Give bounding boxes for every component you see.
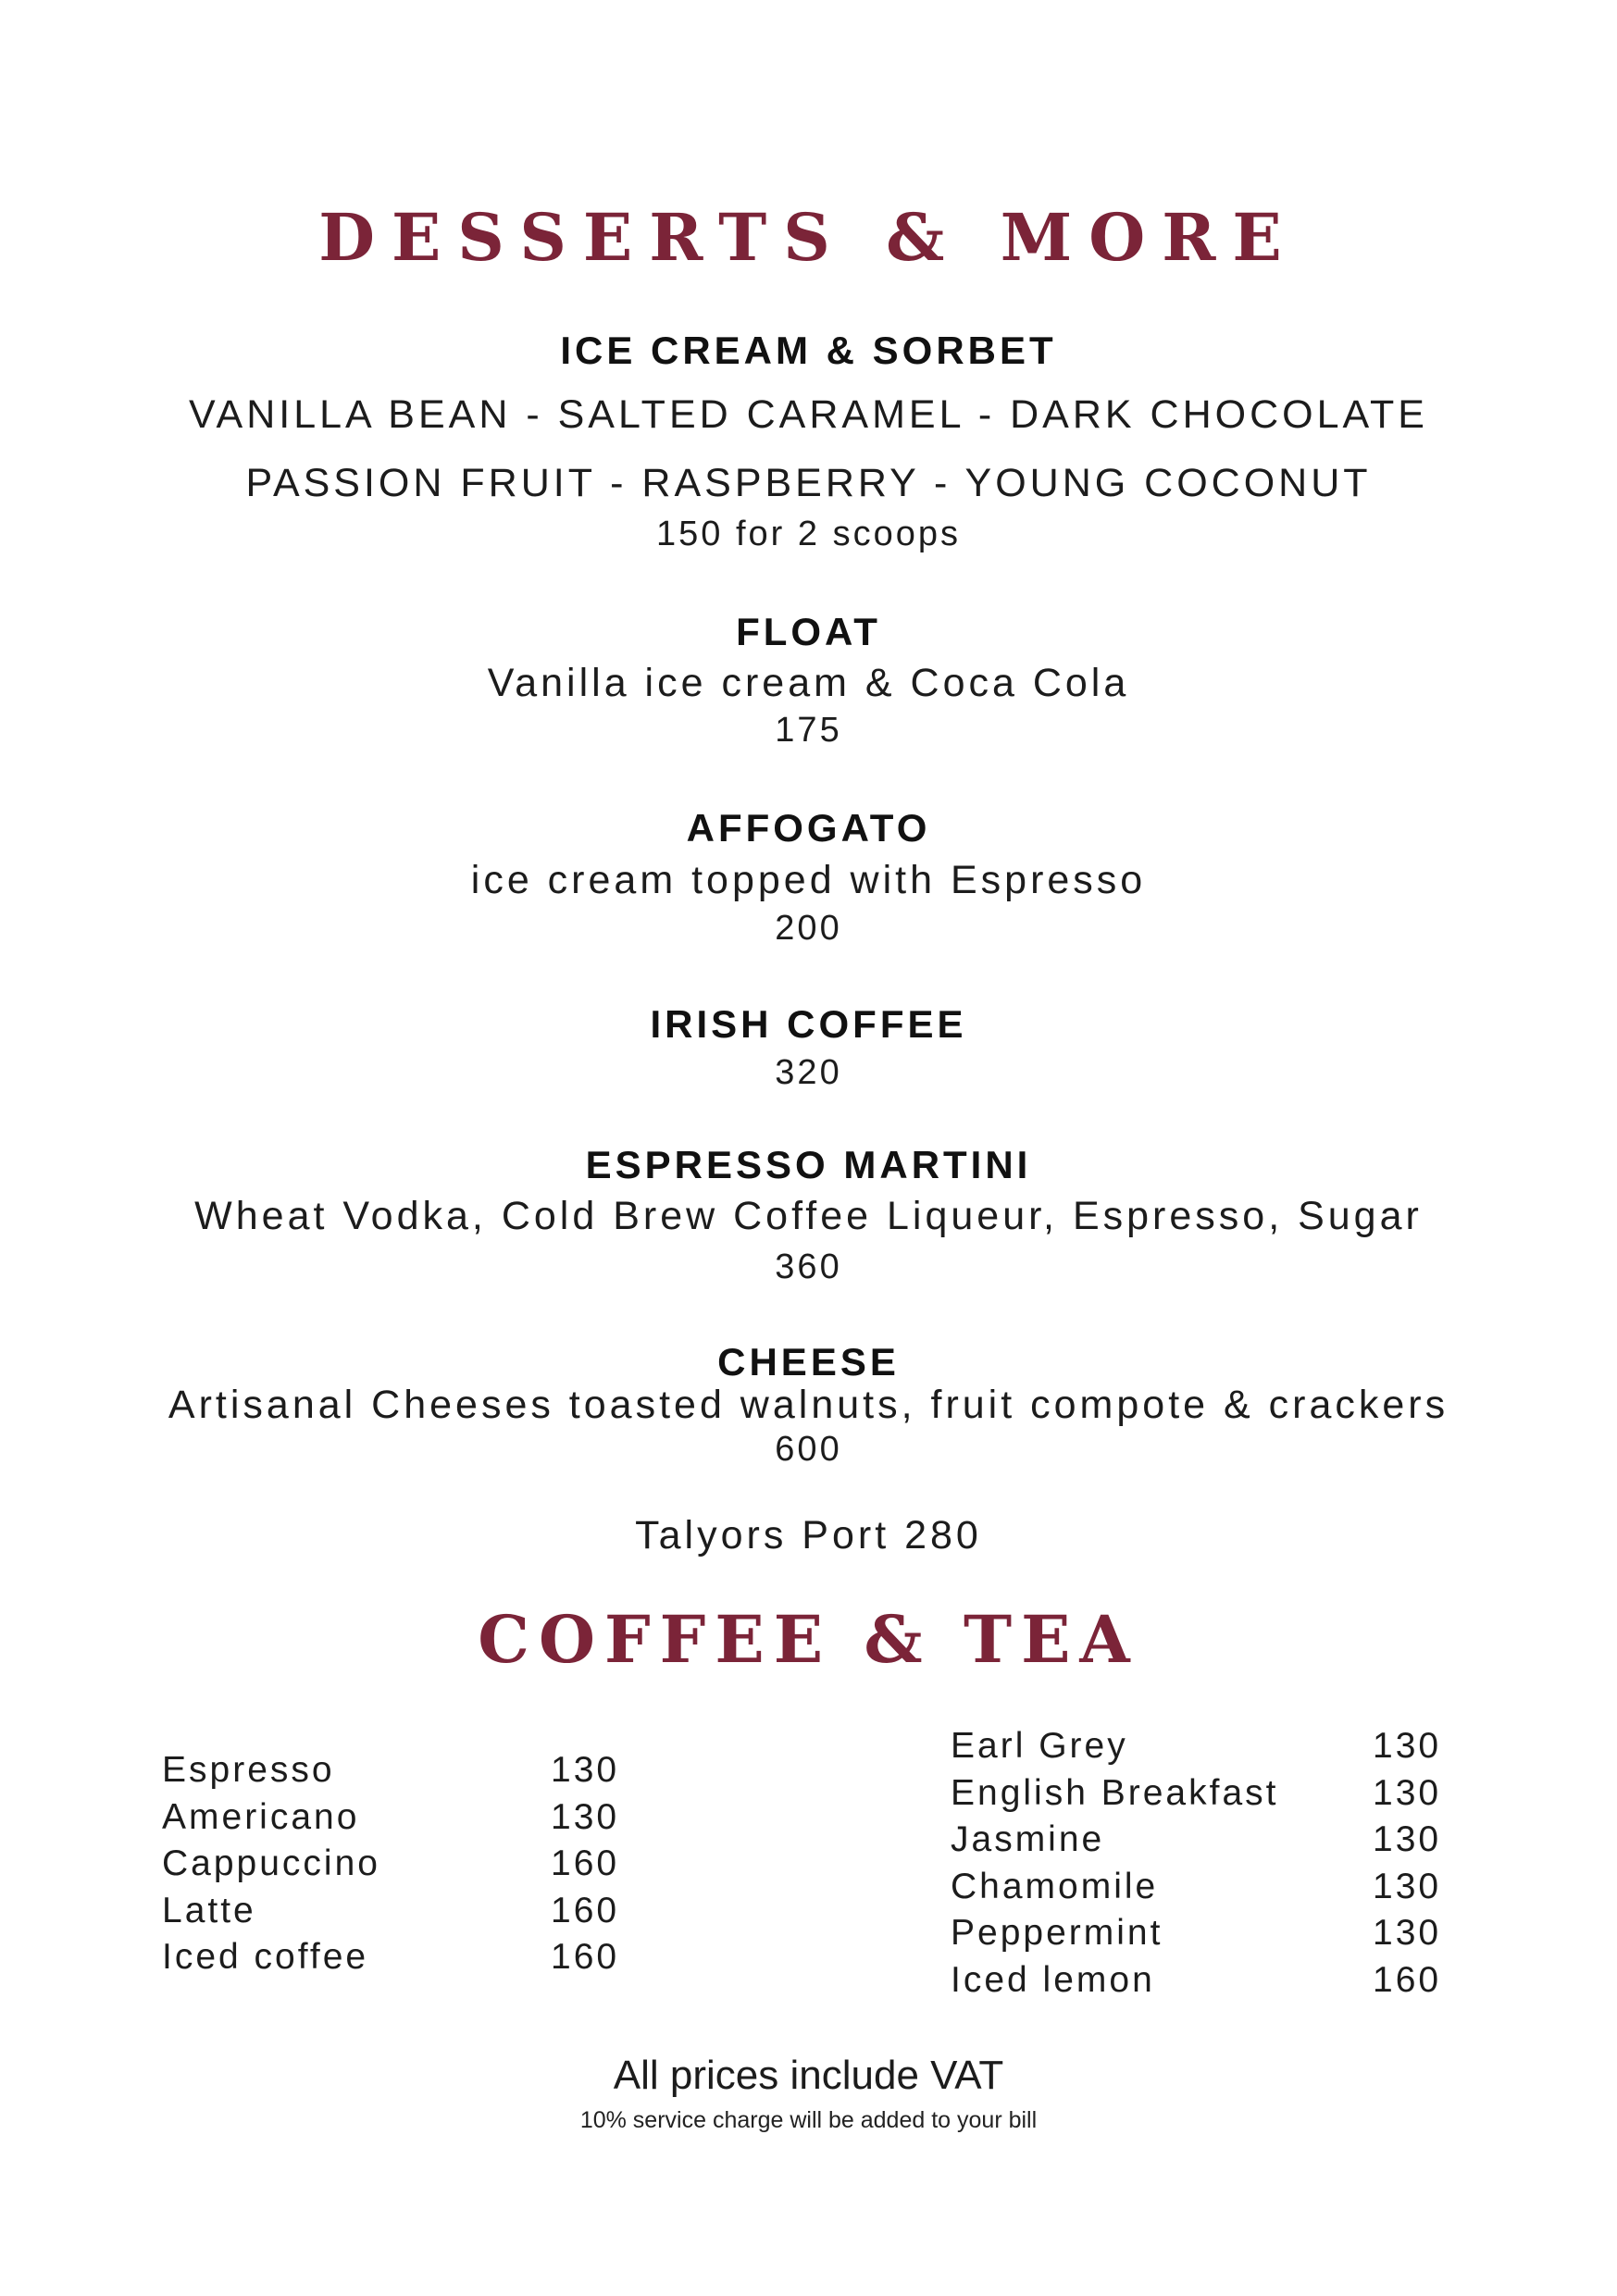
tea-name: Iced lemon <box>951 1959 1155 2000</box>
irish-coffee-price: 320 <box>775 1053 842 1092</box>
coffee-name: Iced coffee <box>162 1937 369 1977</box>
coffee-price: 160 <box>551 1843 620 1883</box>
coffee-name: Americano <box>162 1796 360 1837</box>
tea-name: Earl Grey <box>951 1726 1128 1766</box>
tea-price: 130 <box>1373 1866 1442 1906</box>
list-item <box>162 1794 643 1842</box>
float-desc: Vanilla ice cream & Coca Cola <box>487 661 1130 705</box>
coffee-name: Latte <box>162 1890 256 1930</box>
coffee-tea-title: COFFEE & TEA <box>478 1601 1139 1678</box>
coffee-price: 130 <box>551 1796 620 1837</box>
coffee-price: 160 <box>551 1937 620 1977</box>
desserts-title: DESSERTS & MORE <box>318 199 1299 276</box>
affogato-name: AFFOGATO <box>686 806 931 850</box>
coffee-name: Cappuccino <box>162 1843 380 1883</box>
list-item <box>162 1934 643 1981</box>
float-name: FLOAT <box>736 610 881 653</box>
cheese-price: 600 <box>775 1430 842 1469</box>
vat-note: All prices include VAT <box>613 2053 1004 2098</box>
coffee-list <box>162 1747 643 1981</box>
ice-cream-name: ICE CREAM & SORBET <box>560 329 1057 372</box>
espresso-martini-desc: Wheat Vodka, Cold Brew Coffee Liqueur, Espresso, Sugar <box>194 1194 1423 1238</box>
tea-price: 130 <box>1373 1726 1442 1766</box>
port-line: Talyors Port 280 <box>635 1513 982 1558</box>
list-item <box>951 1770 1450 1818</box>
coffee-price: 160 <box>551 1890 620 1930</box>
tea-name: Chamomile <box>951 1866 1159 1906</box>
list-item <box>951 1910 1450 1957</box>
list-item <box>162 1841 643 1888</box>
tea-price: 130 <box>1373 1913 1442 1953</box>
espresso-martini-name: ESPRESSO MARTINI <box>585 1143 1032 1186</box>
tea-name: Peppermint <box>951 1913 1163 1953</box>
affogato-desc: ice cream topped with Espresso <box>470 858 1147 902</box>
tea-price: 130 <box>1373 1772 1442 1813</box>
tea-name: English Breakfast <box>951 1772 1279 1813</box>
service-charge-note: 10% service charge will be added to your bill <box>579 2107 1038 2133</box>
espresso-martini-price: 360 <box>775 1247 842 1286</box>
list-item <box>951 1723 1450 1770</box>
coffee-price: 130 <box>551 1750 620 1790</box>
list-item <box>951 1817 1450 1864</box>
cheese-desc: Artisanal Cheeses toasted walnuts, fruit compote & crackers <box>168 1383 1449 1427</box>
tea-name: Jasmine <box>951 1819 1105 1859</box>
tea-list <box>951 1723 1450 2004</box>
list-item <box>162 1747 643 1794</box>
ice-cream-flavors-1: VANILLA BEAN - SALTED CARAMEL - DARK CHOCOLATE <box>189 392 1428 437</box>
tea-price: 130 <box>1373 1819 1442 1859</box>
irish-coffee-name: IRISH COFFEE <box>650 1002 967 1046</box>
ice-cream-flavors-2: PASSION FRUIT - RASPBERRY - YOUNG COCONUT <box>245 461 1372 505</box>
list-item <box>951 1957 1450 2004</box>
list-item <box>951 1864 1450 1911</box>
coffee-name: Espresso <box>162 1750 335 1790</box>
affogato-price: 200 <box>775 909 842 948</box>
cheese-name: CHEESE <box>717 1340 900 1384</box>
list-item <box>162 1888 643 1935</box>
float-price: 175 <box>775 711 842 750</box>
ice-cream-price: 150 for 2 scoops <box>656 515 961 553</box>
tea-price: 160 <box>1373 1959 1442 2000</box>
